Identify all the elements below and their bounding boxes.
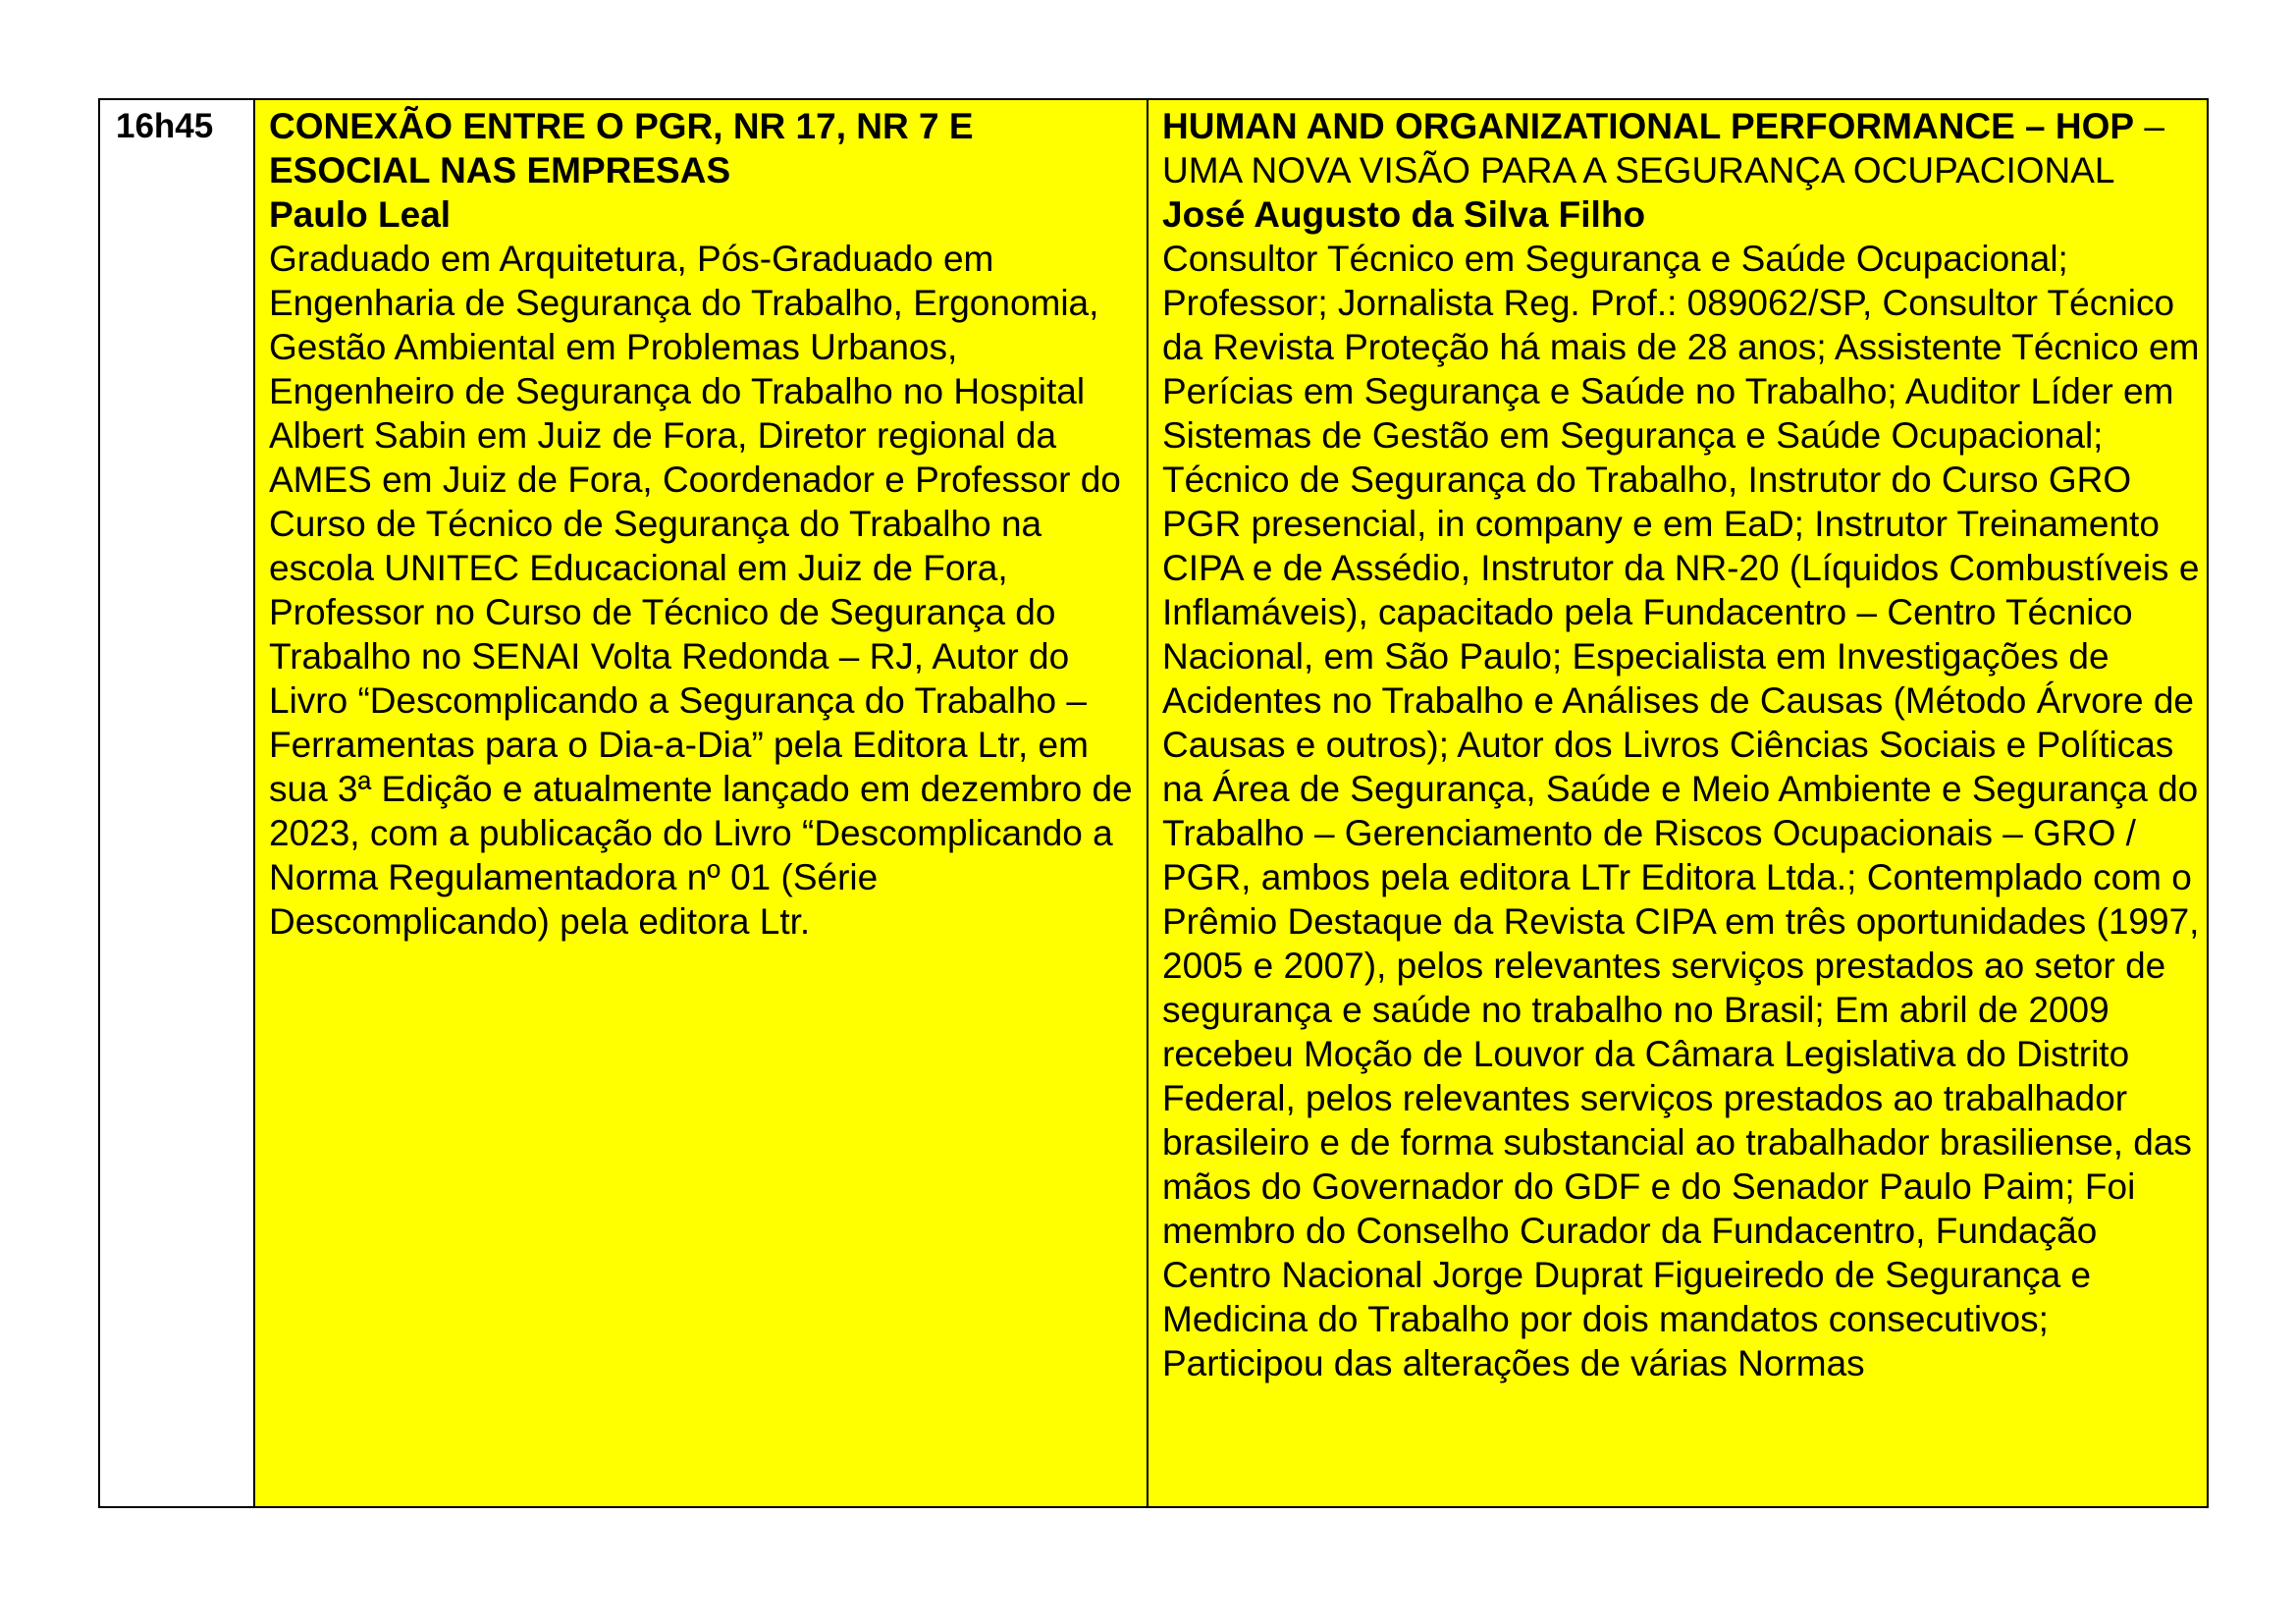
right-speaker-name: José Augusto da Silva Filho — [1162, 194, 1646, 235]
right-session-title-regular: – UMA NOVA VISÃO PARA A SEGURANÇA OCUPACIONAL — [1162, 106, 2164, 190]
schedule-table — [98, 98, 2209, 1508]
left-session-cell — [254, 99, 1148, 1507]
session-time: 16h45 — [116, 107, 214, 145]
left-speaker-bio: Graduado em Arquitetura, Pós-Graduado em Engenharia de Segurança do Trabalho, Ergonomia, Gestão Ambiental em Problemas Urbanos, Engenheiro de Segurança do Trabalho no Hospital Albert Sabin em Juiz de Fora, Diretor regional da AMES em Juiz de Fora, Coordenador e Professor do Curso de Técnico de Segurança do Trabalho na escola UNITEC Educacional em Juiz de Fora, Professor no Curso de Técnico de Segurança do Trabalho no SENAI Volta Redonda – RJ, Autor do Livro “Descomplicando a Segurança do Trabalho – Ferramentas para o Dia-a-Dia” pela Editora Ltr, em sua 3ª Edição e atualmente lançado em dezembro de 2023, com a publicação do Livro “Descomplicando a Norma Regulamentadora nº 01 (Série Descomplicando) pela editora Ltr. — [269, 239, 1133, 942]
right-session-cell — [1148, 99, 2208, 1507]
left-session-title: CONEXÃO ENTRE O PGR, NR 17, NR 7 E ESOCIAL NAS EMPRESAS — [269, 106, 974, 190]
right-speaker-bio: Consultor Técnico em Segurança e Saúde Ocupacional; Professor; Jornalista Reg. Prof.: 089062/SP, Consultor Técnico da Revista Proteção há mais de 28 anos; Assistente Técnico em Perícias em Segurança e Saúde no Trabalho; Auditor Líder em Sistemas de Gestão em Segurança e Saúde Ocupacional; Técnico de Segurança do Trabalho, Instrutor do Curso GRO PGR presencial, in company e em EaD; Instrutor Treinamento CIPA e de Assédio, Instrutor da NR-20 (Líquidos Combustíveis e Inflamáveis), capacitado pela Fundacentro – Centro Técnico Nacional, em São Paulo; Especialista em Investigações de Acidentes no Trabalho e Análises de Causas (Método Árvore de Causas e outros); Autor dos Livros Ciências Sociais e Políticas na Área de Segurança, Saúde e Meio Ambiente e Segurança do Trabalho – Gerenciamento de Riscos Ocupacionais – GRO / PGR, ambos pela editora LTr Editora Ltda.; Contemplado com o Prêmio Destaque da Revista CIPA em três oportunidades (1997, 2005 e 2007), pelos relevantes serviços prestados ao setor de segurança e saúde no trabalho no Brasil; Em abril de 2009 recebeu Moção de Louvor da Câmara Legislativa do Distrito Federal, pelos relevantes serviços prestados ao trabalhador brasileiro e de forma substancial ao trabalhador brasiliense, das mãos do Governador do GDF e do Senador Paulo Paim; Foi membro do Conselho Curador da Fundacentro, Fundação Centro Nacional Jorge Duprat Figueiredo de Segurança e Medicina do Trabalho por dois mandatos consecutivos; Participou das alterações de várias Normas — [1162, 239, 2200, 1383]
right-session-title-bold: HUMAN AND ORGANIZATIONAL PERFORMANCE – HOP — [1162, 106, 2135, 146]
time-cell — [99, 99, 254, 1507]
table-row — [99, 99, 2208, 1507]
left-speaker-name: Paulo Leal — [269, 194, 452, 235]
right-session-title — [1162, 104, 2201, 192]
